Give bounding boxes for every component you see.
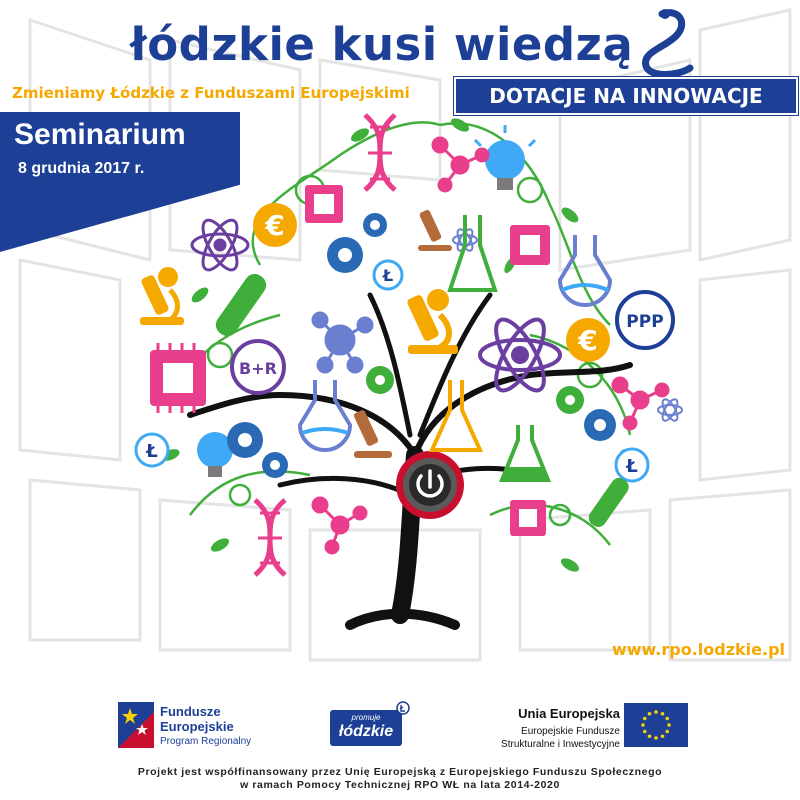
test-tube-icon	[586, 475, 632, 530]
fe-logo-line2: Europejskie	[160, 719, 234, 734]
svg-text:B+R: B+R	[239, 359, 277, 378]
main-title: łódzkie kusi wiedzą	[130, 18, 634, 71]
microchip-icon	[510, 500, 546, 536]
microscope-icon	[140, 267, 184, 325]
eu-star	[665, 730, 669, 734]
eu-logo-line3: Strukturalne i Inwestycyjne	[501, 739, 620, 750]
fe-logo-line3: Program Regionalny	[160, 736, 252, 747]
eu-star	[648, 734, 652, 738]
cofinancing-note-line2: w ramach Pomocy Technicznej RPO WŁ na lata 2014-2020	[240, 779, 560, 791]
svg-text:Ł: Ł	[382, 266, 394, 285]
unia-europejska-logo-text	[470, 706, 620, 754]
svg-text:€: €	[265, 209, 285, 242]
seminar-title: Seminarium	[14, 118, 186, 151]
snake-icon	[632, 6, 696, 82]
zloty-icon	[136, 434, 168, 466]
cofinancing-note	[40, 766, 760, 792]
power-button-icon	[396, 451, 464, 519]
microscope-icon	[418, 209, 452, 251]
ppp-icon	[617, 292, 673, 348]
svg-text:Ł: Ł	[146, 441, 158, 462]
promuje-logo-small-text: promuje	[351, 713, 381, 722]
eu-star	[643, 730, 647, 734]
subtitle: Zmieniamy Łódzkie z Funduszami Europejskimi	[12, 84, 410, 102]
dna-icon	[365, 115, 395, 190]
molecule-icon	[313, 498, 366, 553]
flask-icon	[450, 215, 495, 290]
zloty-icon	[616, 449, 648, 481]
gear-icon	[227, 422, 263, 458]
eu-star	[661, 712, 665, 716]
eu-star	[661, 734, 665, 738]
euro-icon	[566, 318, 610, 362]
dna-icon	[255, 500, 285, 575]
b-plus-r-icon	[232, 341, 284, 393]
eu-flag-icon	[624, 703, 688, 747]
eu-star	[648, 712, 652, 716]
microchip-icon	[150, 343, 206, 413]
gear-icon	[584, 409, 616, 441]
zloty-badge-icon	[396, 701, 410, 715]
svg-text:PPP: PPP	[626, 312, 664, 332]
atom-icon	[192, 215, 248, 274]
fundusze-europejskie-logo	[118, 700, 308, 752]
promuje-logo-big-text: łódzkie	[338, 723, 394, 740]
microchip-icon	[510, 225, 550, 265]
flask-icon	[300, 380, 350, 450]
gear-icon	[262, 452, 288, 478]
microchip-icon	[305, 185, 343, 223]
svg-text:€: €	[578, 324, 598, 357]
innovation-grants-badge: DOTACJE NA INNOWACJE	[454, 77, 798, 115]
gear-icon	[366, 366, 394, 394]
gear-icon	[327, 237, 363, 273]
innovation-tree-illustration	[110, 95, 690, 650]
website-link[interactable]: www.rpo.lodzkie.pl	[611, 640, 785, 659]
eu-star	[654, 710, 658, 714]
cofinancing-note-line1: Projekt jest współfinansowany przez Unię Europejską z Europejskiego Funduszu Społecznego	[137, 766, 663, 778]
eu-logo-line1: Unia Europejska	[518, 706, 620, 721]
atom-icon	[658, 397, 682, 423]
eu-star	[641, 723, 645, 727]
flask-icon	[502, 425, 548, 480]
svg-text:Ł: Ł	[626, 456, 638, 477]
fe-star-flag-icon	[118, 702, 154, 748]
seminar-date: 8 grudnia 2017 r.	[18, 160, 145, 177]
eu-star	[665, 717, 669, 721]
eu-star	[654, 736, 658, 740]
fe-logo-line1: Fundusze	[160, 704, 221, 719]
euro-icon	[253, 203, 297, 247]
microscope-icon	[406, 289, 458, 354]
promuje-lodzkie-logo	[330, 710, 402, 746]
zloty-icon	[374, 261, 402, 289]
molecule-icon	[613, 378, 668, 429]
eu-star	[667, 723, 671, 727]
gear-icon	[363, 213, 387, 237]
eu-logo-line2: Europejskie Fundusze	[521, 726, 620, 737]
gear-icon	[556, 386, 584, 414]
molecule-icon	[313, 313, 372, 372]
eu-star	[643, 717, 647, 721]
